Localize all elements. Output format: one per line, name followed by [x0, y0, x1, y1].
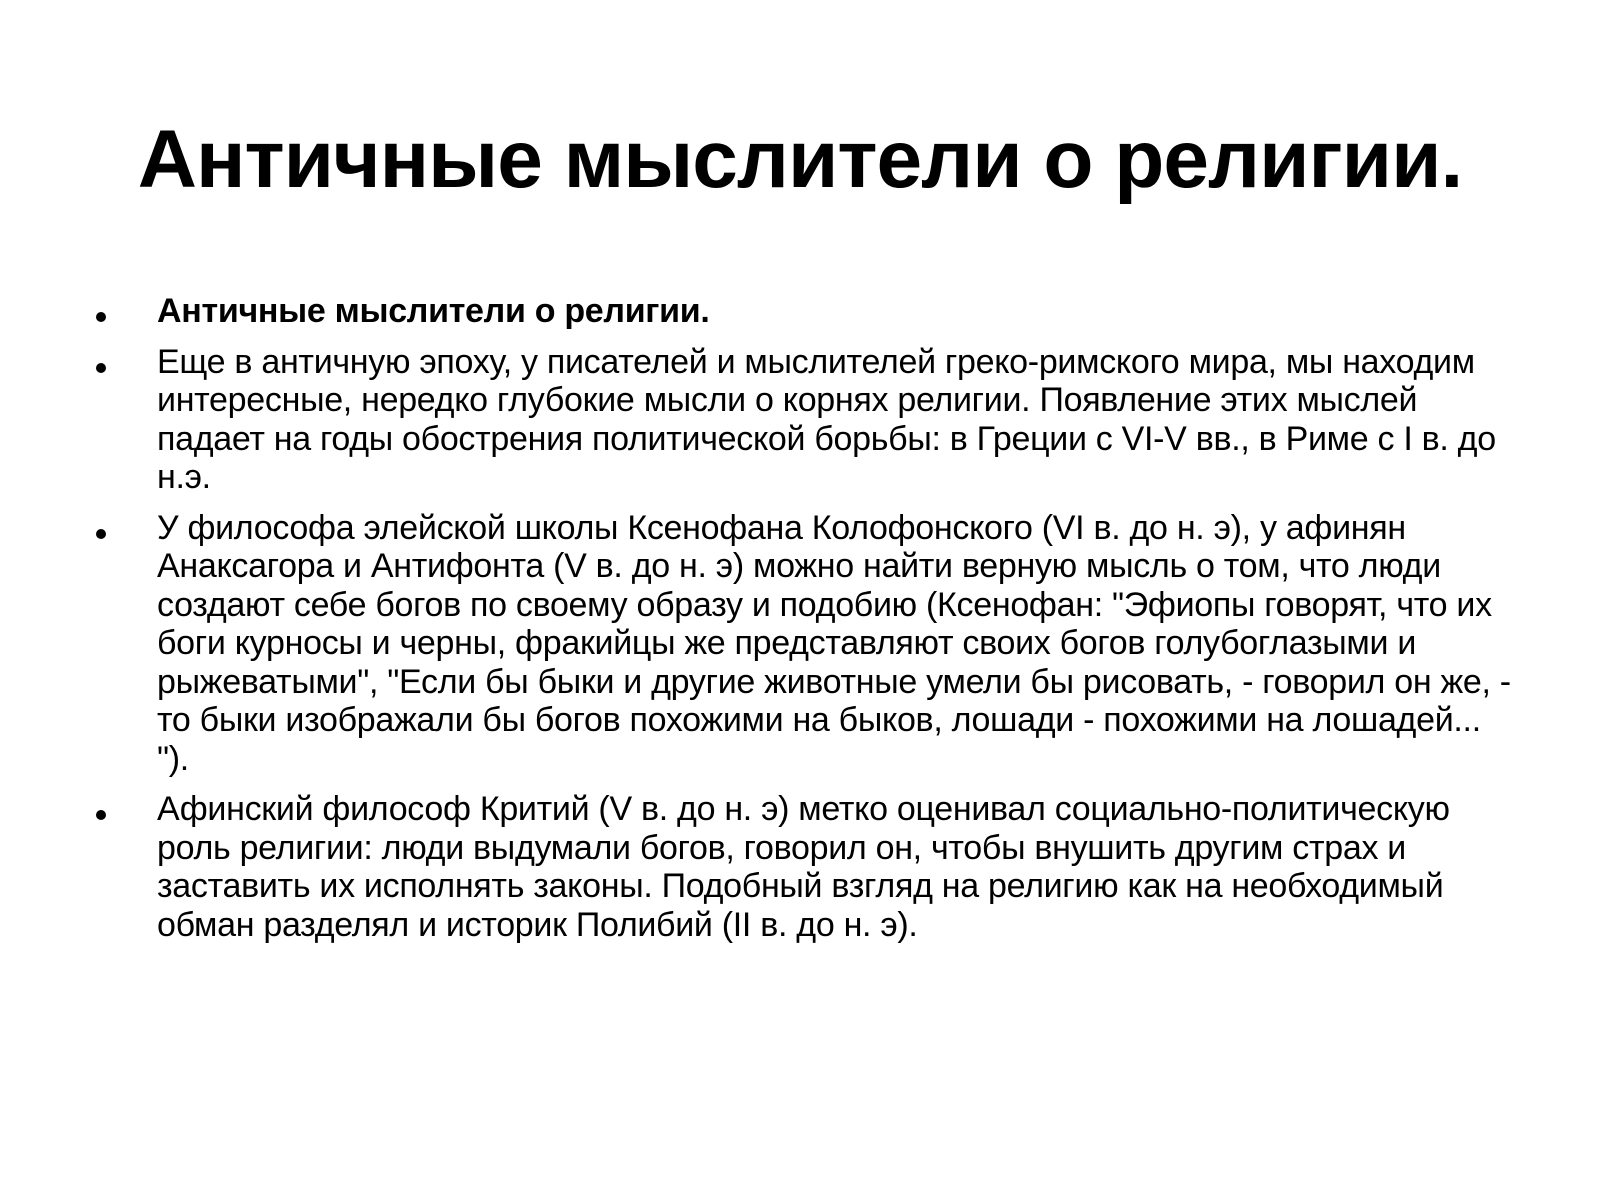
bullet-item [92, 292, 1520, 331]
bullet-dot-icon [96, 312, 106, 322]
slide-title: Античные мыслители о религии. [137, 114, 1463, 205]
bullet-dot-icon [96, 363, 106, 373]
bullet-text: Еще в античную эпоху, у писателей и мыслителей греко-римского мира, мы находим интересные, нередко глубокие мысли о корнях религии. Появление этих мыслей падает на годы обострения политической борьбы: в Греции с VI-V вв., в Риме с I в. до н.э. [157, 342, 1496, 496]
bullet-dot-icon [96, 529, 106, 539]
bullet-item [92, 509, 1520, 779]
bullet-list [92, 292, 1520, 956]
bullet-item [92, 790, 1520, 944]
bullet-text: У философа элейской школы Ксенофана Колофонского (VI в. до н. э), у афинян Анаксагора и Антифонта (V в. до н. э) можно найти верную мысль о том, что люди создают себе богов по своему образу и подобию (Ксенофан: "Эфиопы говорят, что их боги курносы и черны, фракийцы же представляют своих богов голубоглазыми и рыжеватыми", "Если бы быки и другие животные умели бы рисовать, - говорил он же, - то быки изображали бы богов похожими на быков, лошади - похожими на лошадей... "). [157, 508, 1511, 778]
bullet-dot-icon [96, 810, 106, 820]
bullet-text: Античные мыслители о религии. [157, 292, 710, 330]
bullet-text: Афинский философ Критий (V в. до н. э) метко оценивал социально-политическую роль религии: люди выдумали богов, говорил он, чтобы внушить другим страх и заставить их исполнять законы. Подобный взгляд на религию как на необходимый обман разделял и историк Полибий (II в. до н. э). [157, 790, 1450, 944]
bullet-item [92, 343, 1520, 497]
